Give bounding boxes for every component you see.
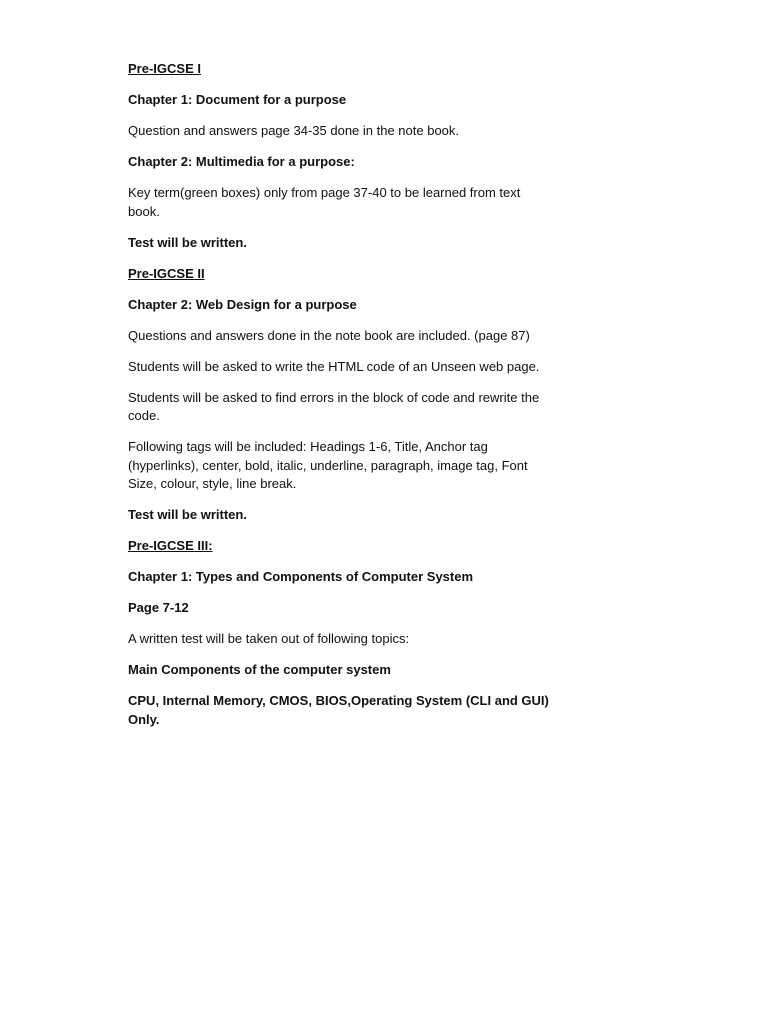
body-text: Key term(green boxes) only from page 37-40 to be learned from text book. <box>128 185 521 219</box>
section-heading-pre-igcse-1: Pre-IGCSE I <box>128 61 201 76</box>
body-text: Following tags will be included: Headings 1-6, Title, Anchor tag (hyperlinks), center, bold, italic, underline, paragraph, image tag, Font Size, colour, style, line break. <box>128 439 528 491</box>
topic-heading: Main Components of the computer system <box>128 662 391 677</box>
body-text: A written test will be taken out of following topics: <box>128 631 410 646</box>
test-note: Test will be written. <box>128 234 247 250</box>
section-heading-pre-igcse-3: Pre-IGCSE III: <box>128 538 213 553</box>
section-heading-pre-igcse-2: Pre-IGCSE II <box>128 265 205 281</box>
body-text: Students will be asked to write the HTML code of an Unseen web page. <box>128 358 540 374</box>
body-text: Questions and answers done in the note book are included. (page 87) <box>128 327 530 343</box>
chapter-title: Chapter 2: Multimedia for a purpose: <box>128 154 355 169</box>
document-body <box>128 60 553 742</box>
chapter-title: Chapter 1: Types and Components of Computer System <box>128 569 474 584</box>
chapter-title: Chapter 1: Document for a purpose <box>128 92 347 107</box>
chapter-title: Chapter 2: Web Design for a purpose <box>128 296 357 312</box>
topic-list: CPU, Internal Memory, CMOS, BIOS,Operating System (CLI and GUI) Only. <box>128 693 549 727</box>
body-text: Question and answers page 34-35 done in the note book. <box>128 123 460 138</box>
test-note: Test will be written. <box>128 507 247 522</box>
body-text: Students will be asked to find errors in the block of code and rewrite the code. <box>128 389 540 423</box>
page-range: Page 7-12 <box>128 600 189 615</box>
